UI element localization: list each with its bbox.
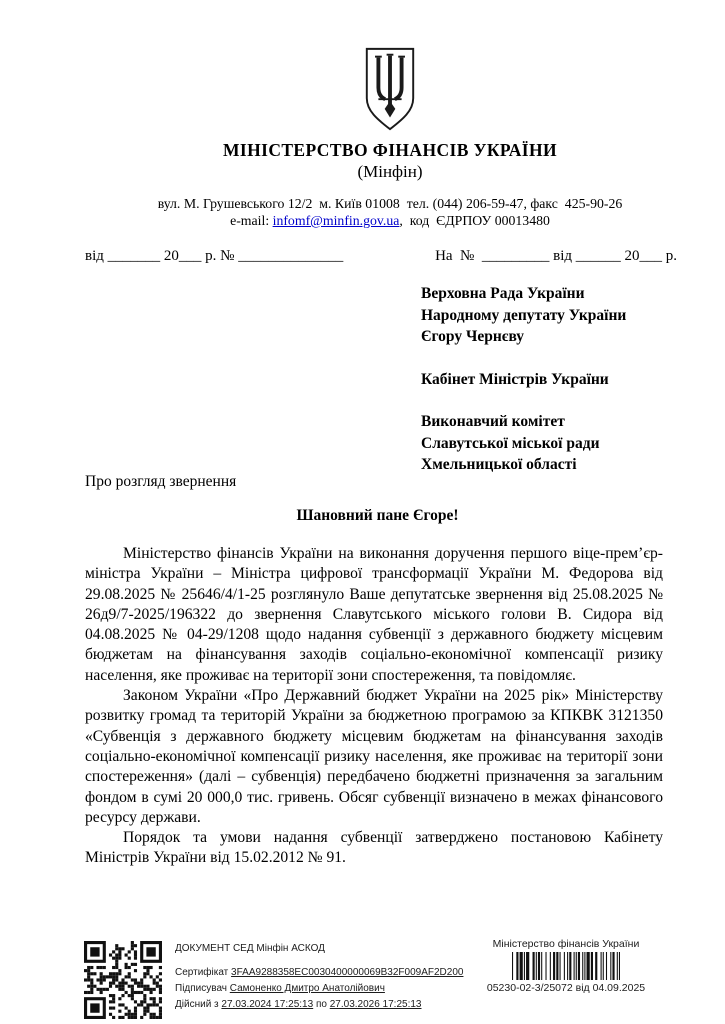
sed-system-label: ДОКУМЕНТ СЕД Мінфін АСКОД [175, 943, 325, 954]
signer-label: Підписувач [175, 983, 230, 994]
recipient-blocks [421, 283, 626, 497]
validity-to: 27.03.2026 17:25:13 [329, 999, 422, 1010]
signer-value: Самоненко Дмитро Анатолійович [229, 983, 385, 994]
registration-barcode [512, 952, 620, 980]
qr-code [84, 941, 162, 1019]
stamp-org-name: Міністерство фінансів України [492, 938, 640, 950]
certificate-line [175, 965, 485, 981]
stamp-doc-number: 05230-02-3/25072 від 04.09.2025 [486, 982, 646, 994]
ministry-short-name: (Мінфін) [357, 162, 423, 181]
recipient-line: Виконавчий комітет [421, 413, 565, 430]
salutation: Шановний пане Єгоре! [296, 507, 459, 524]
reference-number-line [85, 248, 677, 265]
recipient-line: Кабінет Міністрів України [421, 370, 609, 388]
recipient-line: Славутської міської ради [421, 434, 600, 452]
recipient-line: Народному депутату України [421, 306, 627, 324]
outgoing-number-blank: від _______ 20___ р. № ______________ [85, 248, 344, 264]
body-paragraph-1: Міністерство фінансів України на виконання доручення першого віце-прем’єр-міністра України – Міністра цифрової трансформації України М. Федорова від 29.08.2025 № 25646/4/1-25 розглянуло Ваше депутатське звернення від 25.08.2025 № 26д9/7-2025/196322 до звернення Славутського міського голови В. Сидора від 04.08.2025 № 04-29/1208 щодо надання субвенції з державного бюджету місцевим бюджетам на фінансування заходів соціально-економічної компенсації ризику населення, яке проживає на території зони спостереження, та повідомляє. [85, 545, 663, 684]
ministry-contact-line [95, 212, 685, 229]
recipient-cabinet-of-ministers [421, 369, 626, 391]
certificate-value: 3FAA9288358EC0030400000069B32F009AF2D200 [231, 967, 464, 978]
letter-body [85, 544, 663, 869]
validity-label: Дійсний з [175, 999, 222, 1010]
email-label: e-mail: [230, 213, 273, 228]
incoming-number-blank: На № _________ від ______ 20___ р. [435, 248, 677, 264]
recipient-line: Верховна Рада України [421, 285, 585, 302]
validity-line [175, 997, 485, 1013]
recipient-verkhovna-rada [421, 283, 626, 348]
recipient-line: Єгору Чернєву [421, 328, 525, 345]
recipient-line: Хмельницької області [421, 456, 577, 473]
edrpou-code: , код ЄДРПОУ 00013480 [399, 213, 550, 228]
validity-from: 27.03.2024 17:25:13 [221, 999, 314, 1010]
email-link[interactable]: infomf@minfin.gov.ua [272, 213, 400, 228]
body-paragraph-3: Порядок та умови надання субвенції затверджено постановою Кабінету Міністрів України від 15.02.2012 № 91. [85, 829, 663, 867]
signer-line [175, 981, 485, 997]
letterhead [95, 46, 685, 229]
body-paragraph-2: Законом України «Про Державний бюджет України на 2025 рік» Міністерству розвитку громад та територій України за бюджетною програмою за КПКВК 3121350 «Субвенція з державного бюджету місцевим бюджетам на фінансування заходів соціально-економічної компенсації ризику населення, яке проживає на території зони спостереження» (далі – субвенція) передбачено бюджетні призначення за загальним фондом в сумі 20 000,0 тис. гривень. Обсяг субвенції визначено в межах фінансового ресурсу держави. [85, 687, 663, 826]
recipient-slavuta-city-council [421, 411, 626, 476]
certificate-label: Сертифікат [175, 967, 232, 978]
registration-stamp [482, 938, 650, 994]
ministry-title: МІНІСТЕРСТВО ФІНАНСІВ УКРАЇНИ [222, 140, 558, 160]
validity-mid: по [313, 999, 330, 1010]
ministry-address: вул. М. Грушевського 12/2 м. Київ 01008 тел. (044) 206-59-47, факс 425-90-26 [157, 196, 623, 211]
digital-signature-block [175, 941, 485, 1013]
ukraine-trident-emblem-icon [359, 46, 421, 133]
subject-line: Про розгляд звернення [85, 473, 237, 490]
